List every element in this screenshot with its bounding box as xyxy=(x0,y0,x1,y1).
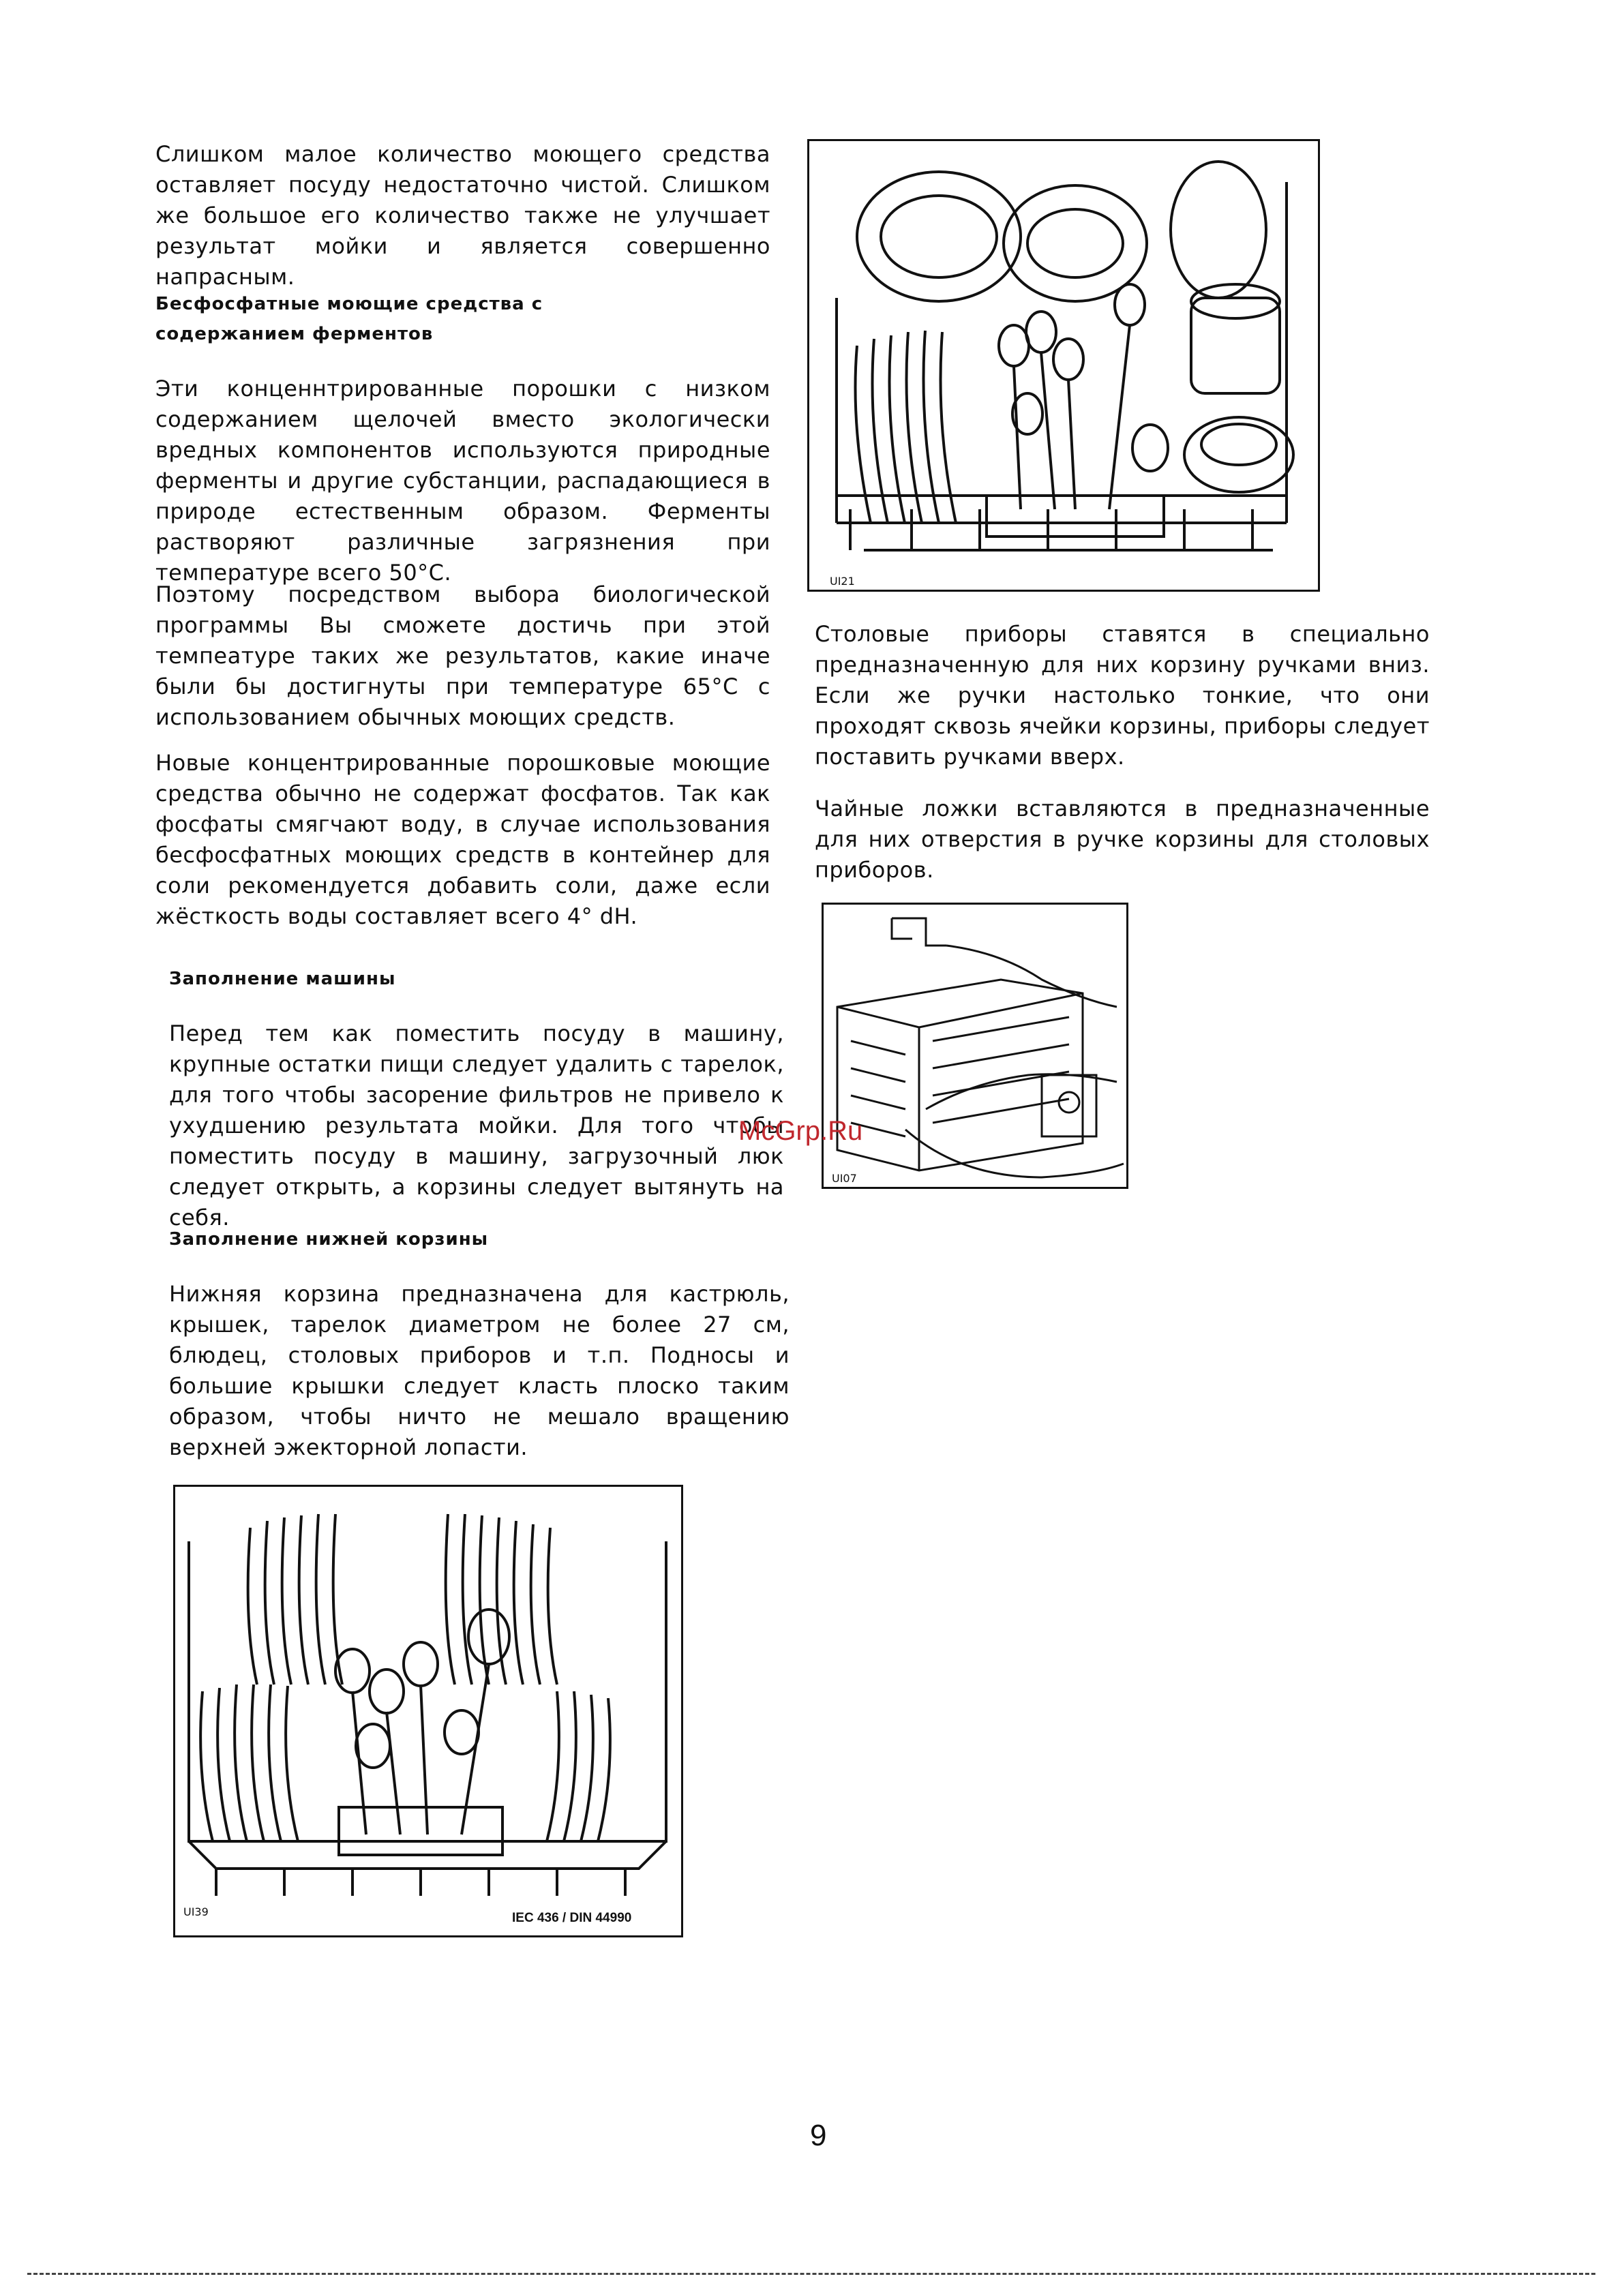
cutlery-basket-illustration xyxy=(824,905,1128,1189)
heading-lower-basket: Заполнение нижней корзины xyxy=(169,1229,489,1250)
basket-illustration xyxy=(809,141,1320,592)
page-number: 9 xyxy=(810,2119,827,2152)
paragraph-bio-program: Поэтому посредством выбора биологической программы Вы сможете достичь при этой темпеатуре таких же результатов, какие иначе были бы достигнуты при температуре 65°С с использованием обычных моющих средств. xyxy=(155,581,770,730)
heading-loading-machine: Заполнение машины xyxy=(169,969,396,989)
figure-code-ui07: UI07 xyxy=(832,1172,857,1185)
paragraph-detergent-amount: Слишком малое количество моющего средства оставляет посуду недостаточно чистой. Слишком же большое его количество также не улучшает результат мойки и является совершенно напрасным. xyxy=(155,141,770,290)
figure-lower-basket xyxy=(173,1485,683,1937)
watermark: McGrp.Ru xyxy=(738,1116,863,1146)
paragraph-lower-basket: Нижняя корзина предназначена для кастрюль, крышек, тарелок диаметром не более 27 см, блюдец, столовых приборов и т.п. Подносы и большие крышки следует класть плоско таким образом, чтобы ничто не мешало вращению верхней эжекторной лопасти. xyxy=(169,1281,790,1460)
figure-code-ui21: UI21 xyxy=(830,575,855,588)
figure-standard-label: IEC 436 / DIN 44990 xyxy=(512,1911,632,1925)
figure-code-ui39: UI39 xyxy=(183,1905,209,1918)
lower-basket-illustration xyxy=(175,1487,683,1937)
figure-cutlery-basket xyxy=(822,903,1128,1189)
paragraph-enzymes: Эти конценнтрированные порошки с низком содержанием щелочей вместо экологически вредных компонентов используются природные ферменты и другие субстанции, распадающиеся в природе естественным образом. Ферменты растворяют различные загрязнения при температуре всего 50°С. xyxy=(155,376,770,586)
footer-rule xyxy=(27,2273,1595,2275)
paragraph-teaspoons: Чайные ложки вставляются в предназначенные для них отверстия в ручке корзины для столовых приборов. xyxy=(815,796,1430,883)
paragraph-cutlery-basket: Столовые приборы ставятся в специально предназначенную для них корзину ручками вниз. Если же ручки настолько тонкие, что они проходят сквозь ячейки корзины, приборы следует поставить ручками вверх. xyxy=(815,621,1430,770)
paragraph-phosphates: Новые концентрированные порошковые моющие средства обычно не содержат фосфатов. Так как фосфаты смягчают воду, в случае использования бесфосфатных моющих средств в контейнер для соли рекомендуется добавить соли, даже если жёсткость воды составляет всего 4° dH. xyxy=(155,750,770,929)
heading-phosphate-free: Бесфосфатные моющие средства с содержанием ферментов xyxy=(155,294,543,344)
paragraph-loading-machine: Перед тем как поместить посуду в машину, крупные остатки пищи следует удалить с тарелок, для того чтобы засорение фильтров не привело к ухудшению результата мойки. Для того чтобы поместить посуду в машину, загрузочный люк следует открыть, а корзины следует вытянуть на себя. xyxy=(169,1021,784,1230)
figure-upper-basket xyxy=(807,139,1320,592)
